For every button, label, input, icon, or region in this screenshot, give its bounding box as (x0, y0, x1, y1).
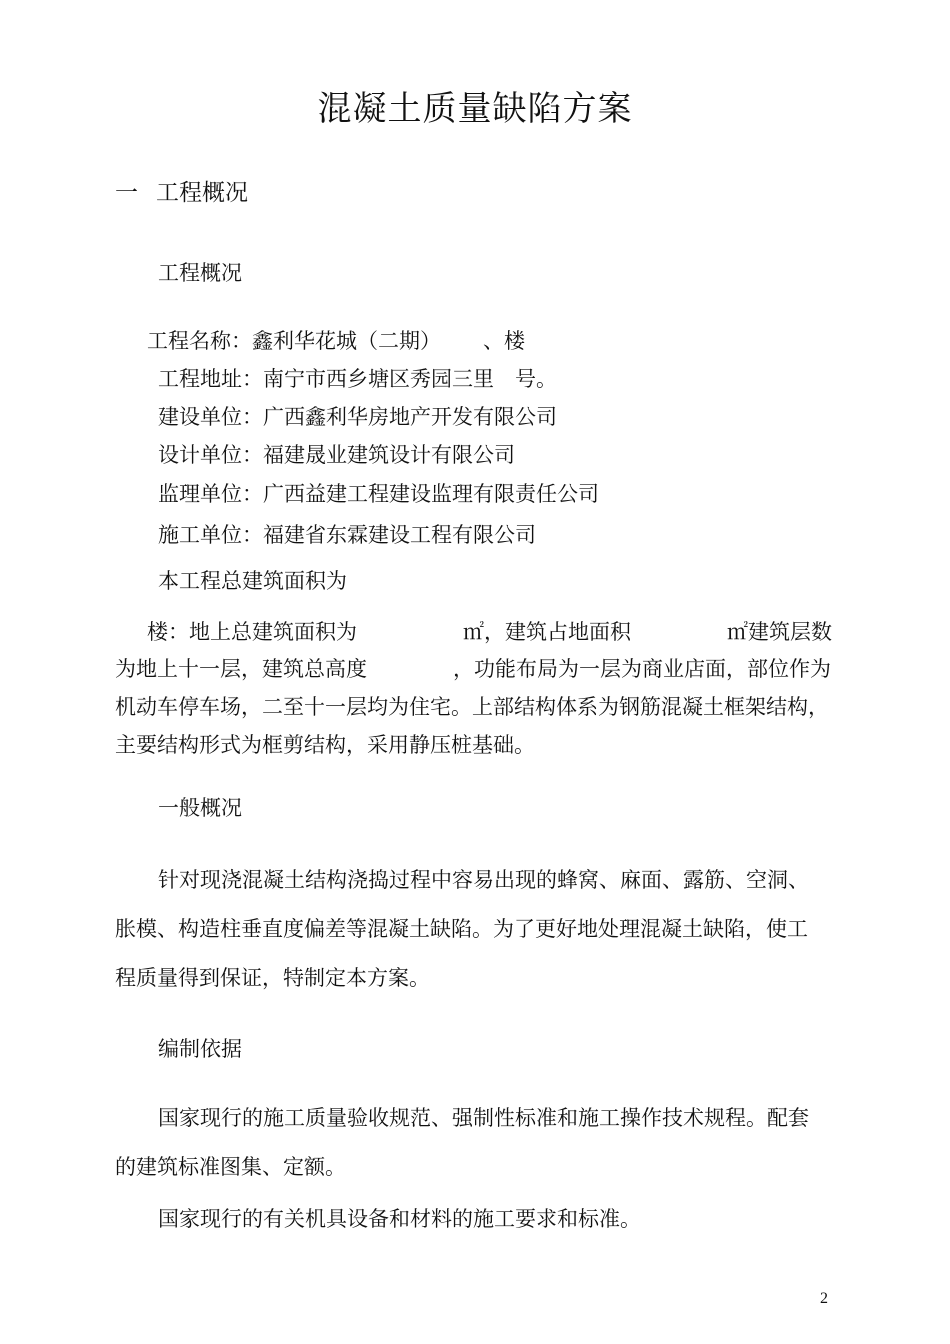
area-text: 楼：地上总建筑面积为 (147, 620, 357, 644)
info-builder (158, 407, 557, 428)
info-value: 南宁市西乡塘区秀园三里 (263, 367, 494, 391)
area-intro: 本工程总建筑面积为 (158, 569, 347, 593)
info-value: 鑫利华花城（二期） (252, 329, 441, 353)
info-label: 施工单位： (158, 523, 263, 547)
info-value: 福建省东霖建设工程有限公司 (263, 523, 536, 547)
page-number: 2 (820, 1290, 828, 1307)
section-heading-1 (115, 182, 248, 205)
area-para-line-2 (115, 659, 831, 680)
info-label: 建设单位： (158, 405, 263, 429)
subheading-general: 一般概况 (158, 796, 242, 820)
section-heading-text: 工程概况 (156, 180, 248, 206)
area-text: ㎡建筑层数 (727, 620, 832, 644)
info-label: 监理单位： (158, 482, 263, 506)
basis-para-2: 国家现行的有关机具设备和材料的施工要求和标准。 (158, 1207, 641, 1231)
info-value: 福建晟业建筑设计有限公司 (263, 443, 515, 467)
area-text: ㎡，建筑占地面积 (463, 620, 631, 644)
general-para-line-3: 程质量得到保证，特制定本方案。 (115, 966, 430, 990)
info-label: 工程地址： (158, 367, 263, 391)
area-text: 为地上十一层，建筑总高度 (115, 657, 367, 681)
info-project-address (158, 369, 557, 390)
document-title: 混凝土质量缺陷方案 (317, 89, 633, 129)
info-contractor (158, 525, 536, 546)
general-para-line-1: 针对现浇混凝土结构浇捣过程中容易出现的蜂窝、麻面、露筋、空洞、 (158, 868, 809, 892)
info-value: 广西益建工程建设监理有限责任公司 (263, 482, 599, 506)
basis-para-1-line-2: 的建筑标准图集、定额。 (115, 1155, 346, 1179)
info-supervisor (158, 484, 599, 505)
section-number: 一 (115, 180, 138, 206)
area-para-line-4: 主要结构形式为框剪结构，采用静压桩基础。 (115, 733, 535, 757)
subheading-basis: 编制依据 (158, 1037, 242, 1061)
info-suffix: 号。 (515, 367, 557, 391)
info-label: 工程名称： (147, 329, 252, 353)
basis-para-1-line-1: 国家现行的施工质量验收规范、强制性标准和施工操作技术规程。配套 (158, 1106, 809, 1130)
general-para-line-2: 胀模、构造柱垂直度偏差等混凝土缺陷。为了更好地处理混凝土缺陷，使工 (115, 917, 808, 941)
area-text: ，功能布局为一层为商业店面，部位作为 (453, 657, 831, 681)
area-para-line-1 (147, 622, 860, 643)
info-value: 广西鑫利华房地产开发有限公司 (263, 405, 557, 429)
info-designer (158, 445, 515, 466)
area-para-line-3: 机动车停车场，二至十一层均为住宅。上部结构体系为钢筋混凝土框架结构， (115, 695, 829, 719)
info-label: 设计单位： (158, 443, 263, 467)
info-suffix: 、楼 (483, 329, 525, 353)
info-project-name (147, 331, 525, 352)
subheading-overview: 工程概况 (158, 261, 242, 285)
